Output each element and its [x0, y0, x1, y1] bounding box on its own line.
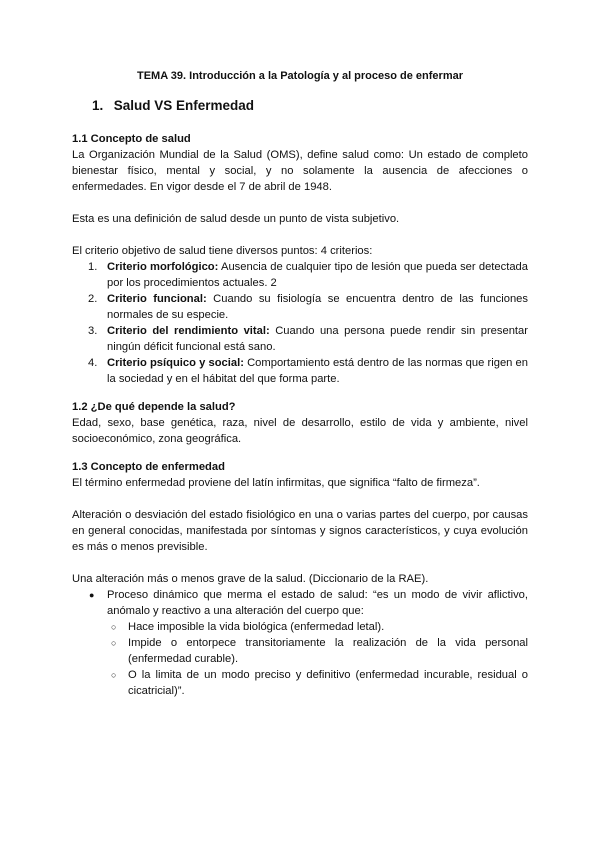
criteria-term: Criterio psíquico y social:	[107, 357, 244, 369]
sub-bullet-item: ○ Hace imposible la vida biológica (enfermedad letal).	[111, 621, 385, 633]
heading-concepto-salud: 1.1 Concepto de salud	[72, 133, 191, 145]
criteria-term: Criterio morfológico:	[107, 261, 219, 273]
document-body	[72, 131, 528, 699]
criteria-text: Comportamiento está dentro de las normas que rigen en la sociedad y en el hábitat del que forma parte.	[107, 357, 528, 385]
criteria-term: Criterio del rendimiento vital:	[107, 325, 270, 337]
sub-bullet-item: ○ O la limita de un modo preciso y definitivo (enfermedad incurable, residual o cicatricial)”.	[111, 669, 528, 697]
heading-depende-salud: 1.2 ¿De qué depende la salud?	[72, 401, 236, 413]
circle-bullet-icon: ○	[111, 622, 117, 632]
heading-concepto-enfermedad: 1.3 Concepto de enfermedad	[72, 461, 225, 473]
document-title: TEMA 39. Introducción a la Patología y al proceso de enfermar	[136, 70, 463, 82]
circle-bullet-icon: ○	[111, 670, 117, 680]
paragraph-oms-definition: La Organización Mundial de la Salud (OMS), define salud como: Un estado de completo bienestar físico, mental y social, y no solamente la ausencia de afecciones o enfermedades. En vigor desde el 7 de abril de 1948.	[72, 149, 528, 193]
sub-bullet-item: ○ Impide o entorpece transitoriamente la realización de la vida personal (enfermedad curable).	[111, 637, 528, 665]
paragraph-subjective: Esta es una definición de salud desde un punto de vista subjetivo.	[72, 213, 400, 225]
bullet-text: Proceso dinámico que merma el estado de salud: “es un modo de vivir aflictivo, anómalo y reactivo a una alteración del cuerpo que:	[107, 589, 528, 617]
bullet-item	[72, 587, 528, 699]
circle-bullet-icon: ○	[111, 638, 117, 648]
criteria-item: 3. Criterio del rendimiento vital: Cuando una persona puede rendir sin presentar ningún déficit funcional está sano.	[88, 325, 528, 353]
criteria-text: Cuando una persona puede rendir sin presentar ningún déficit funcional está sano.	[107, 325, 528, 353]
criteria-list	[72, 259, 528, 387]
sub-bullet-list	[107, 619, 528, 699]
paragraph-etymology: El término enfermedad proviene del latín infirmitas, que significa “falto de firmeza”.	[72, 477, 480, 489]
criteria-text: Cuando su fisiología se encuentra dentro de las funciones normales de su especie.	[107, 293, 528, 321]
section-number: 1.	[92, 98, 104, 113]
paragraph-objective-criteria: El criterio objetivo de salud tiene diversos puntos: 4 criterios:	[72, 245, 373, 257]
bullet-list	[72, 587, 528, 699]
criteria-item: 1. Criterio morfológico: Ausencia de cualquier tipo de lesión que pueda ser detectada por los procedimientos actuales. 2	[88, 261, 528, 289]
criteria-term: Criterio funcional:	[107, 293, 207, 305]
paragraph-rae: Una alteración más o menos grave de la salud. (Diccionario de la RAE).	[72, 573, 429, 585]
criteria-text: Ausencia de cualquier tipo de lesión que pueda ser detectada por los procedimientos actuales. 2	[107, 261, 528, 289]
bullet-icon: ●	[89, 590, 95, 600]
criteria-item: 4. Criterio psíquico y social: Comportamiento está dentro de las normas que rigen en la sociedad y en el hábitat del que forma parte.	[88, 357, 528, 385]
criteria-item: 2. Criterio funcional: Cuando su fisiología se encuentra dentro de las funciones normales de su especie.	[88, 293, 528, 321]
paragraph-alteration: Alteración o desviación del estado fisiológico en una o varias partes del cuerpo, por causas en general conocidas, manifestada por síntomas y signos característicos, y cuya evolución es más o menos previsible.	[72, 509, 528, 553]
section-heading-salud-vs-enfermedad	[92, 98, 254, 114]
paragraph-factors: Edad, sexo, base genética, raza, nivel de desarrollo, estilo de vida y ambiente, nivel socioeconómico, zona geográfica.	[72, 417, 528, 445]
section-label: Salud VS Enfermedad	[113, 98, 255, 113]
